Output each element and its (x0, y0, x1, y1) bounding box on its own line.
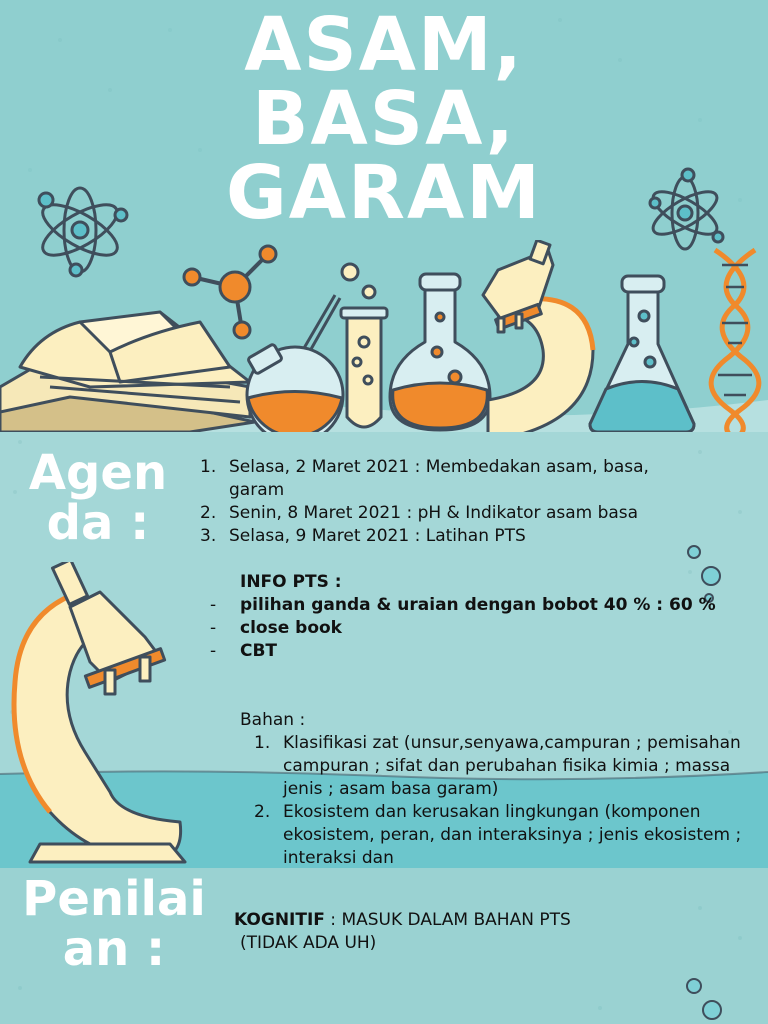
agenda-list (200, 456, 709, 548)
agenda-heading-line-2: da : (46, 495, 150, 551)
penilaian-value: : MASUK DALAM BAHAN PTS (324, 910, 571, 930)
penilaian-heading (14, 871, 214, 977)
conical-flask-icon (582, 274, 702, 432)
info-pts-text: close book (240, 618, 342, 638)
atom-icon (28, 182, 138, 282)
bahan-item-text: Klasifikasi zat (unsur,senyawa,campuran ; pemisahan campuran ; sifat dan perubahan fisika kimia ; massa jenis ; asam basa garam) (283, 733, 741, 799)
agenda-item (200, 525, 709, 548)
agenda-section (0, 432, 768, 868)
microscope-icon (478, 240, 598, 432)
penilaian-heading-line-1: Penilai (22, 871, 206, 927)
penilaian-label: KOGNITIF (234, 910, 325, 930)
info-pts-dash: - (210, 641, 217, 661)
info-pts-item (210, 594, 730, 617)
agenda-item (200, 456, 709, 502)
open-book-icon (0, 292, 260, 432)
bahan-item-number: 2. (254, 802, 271, 822)
title-line-3: GARAM (226, 150, 542, 236)
info-pts-heading: INFO PTS : (240, 572, 342, 592)
penilaian-note: (TIDAK ADA UH) (240, 933, 377, 953)
agenda-item-text: Selasa, 2 Maret 2021 : Membedakan asam, basa, garam (229, 457, 649, 500)
info-pts-dash: - (210, 595, 217, 615)
bubbles-icon (682, 976, 722, 1024)
info-pts-list (210, 594, 730, 663)
agenda-item-number: 1. (200, 457, 217, 477)
agenda-item-number: 3. (200, 526, 217, 546)
agenda-item-text: Selasa, 9 Maret 2021 : Latihan PTS (229, 526, 526, 546)
penilaian-section (0, 868, 768, 1024)
microscope-icon (0, 562, 200, 868)
agenda-item-number: 2. (200, 503, 217, 523)
bahan-item-text: Ekosistem dan kerusakan lingkungan (komponen ekosistem, peran, dan interaksinya ; jenis ekosistem ; interaksi dan (283, 802, 742, 868)
title-line-1: ASAM, (244, 2, 524, 88)
agenda-item-text: Senin, 8 Maret 2021 : pH & Indikator asam basa (229, 503, 639, 523)
bahan-heading: Bahan : (240, 710, 306, 730)
info-pts-item (210, 617, 730, 640)
dna-icon (700, 245, 768, 432)
hero-banner (0, 0, 768, 432)
info-pts-dash: - (210, 618, 217, 638)
atom-icon (640, 165, 730, 255)
info-pts-text: CBT (240, 641, 278, 661)
title-line-2: BASA, (252, 76, 516, 162)
penilaian-line (234, 909, 571, 932)
penilaian-heading-line-2: an : (62, 921, 166, 977)
agenda-heading (18, 445, 178, 551)
agenda-heading-line-1: Agen (28, 445, 168, 501)
agenda-item (200, 502, 709, 525)
bahan-item-number: 1. (254, 733, 271, 753)
bahan-list (254, 732, 743, 868)
round-flask-icon (240, 290, 350, 432)
info-pts-item (210, 640, 730, 663)
bahan-item (254, 732, 743, 801)
info-pts-text: pilihan ganda & uraian dengan bobot 40 % : 60 % (240, 595, 716, 615)
bahan-item (254, 801, 743, 868)
